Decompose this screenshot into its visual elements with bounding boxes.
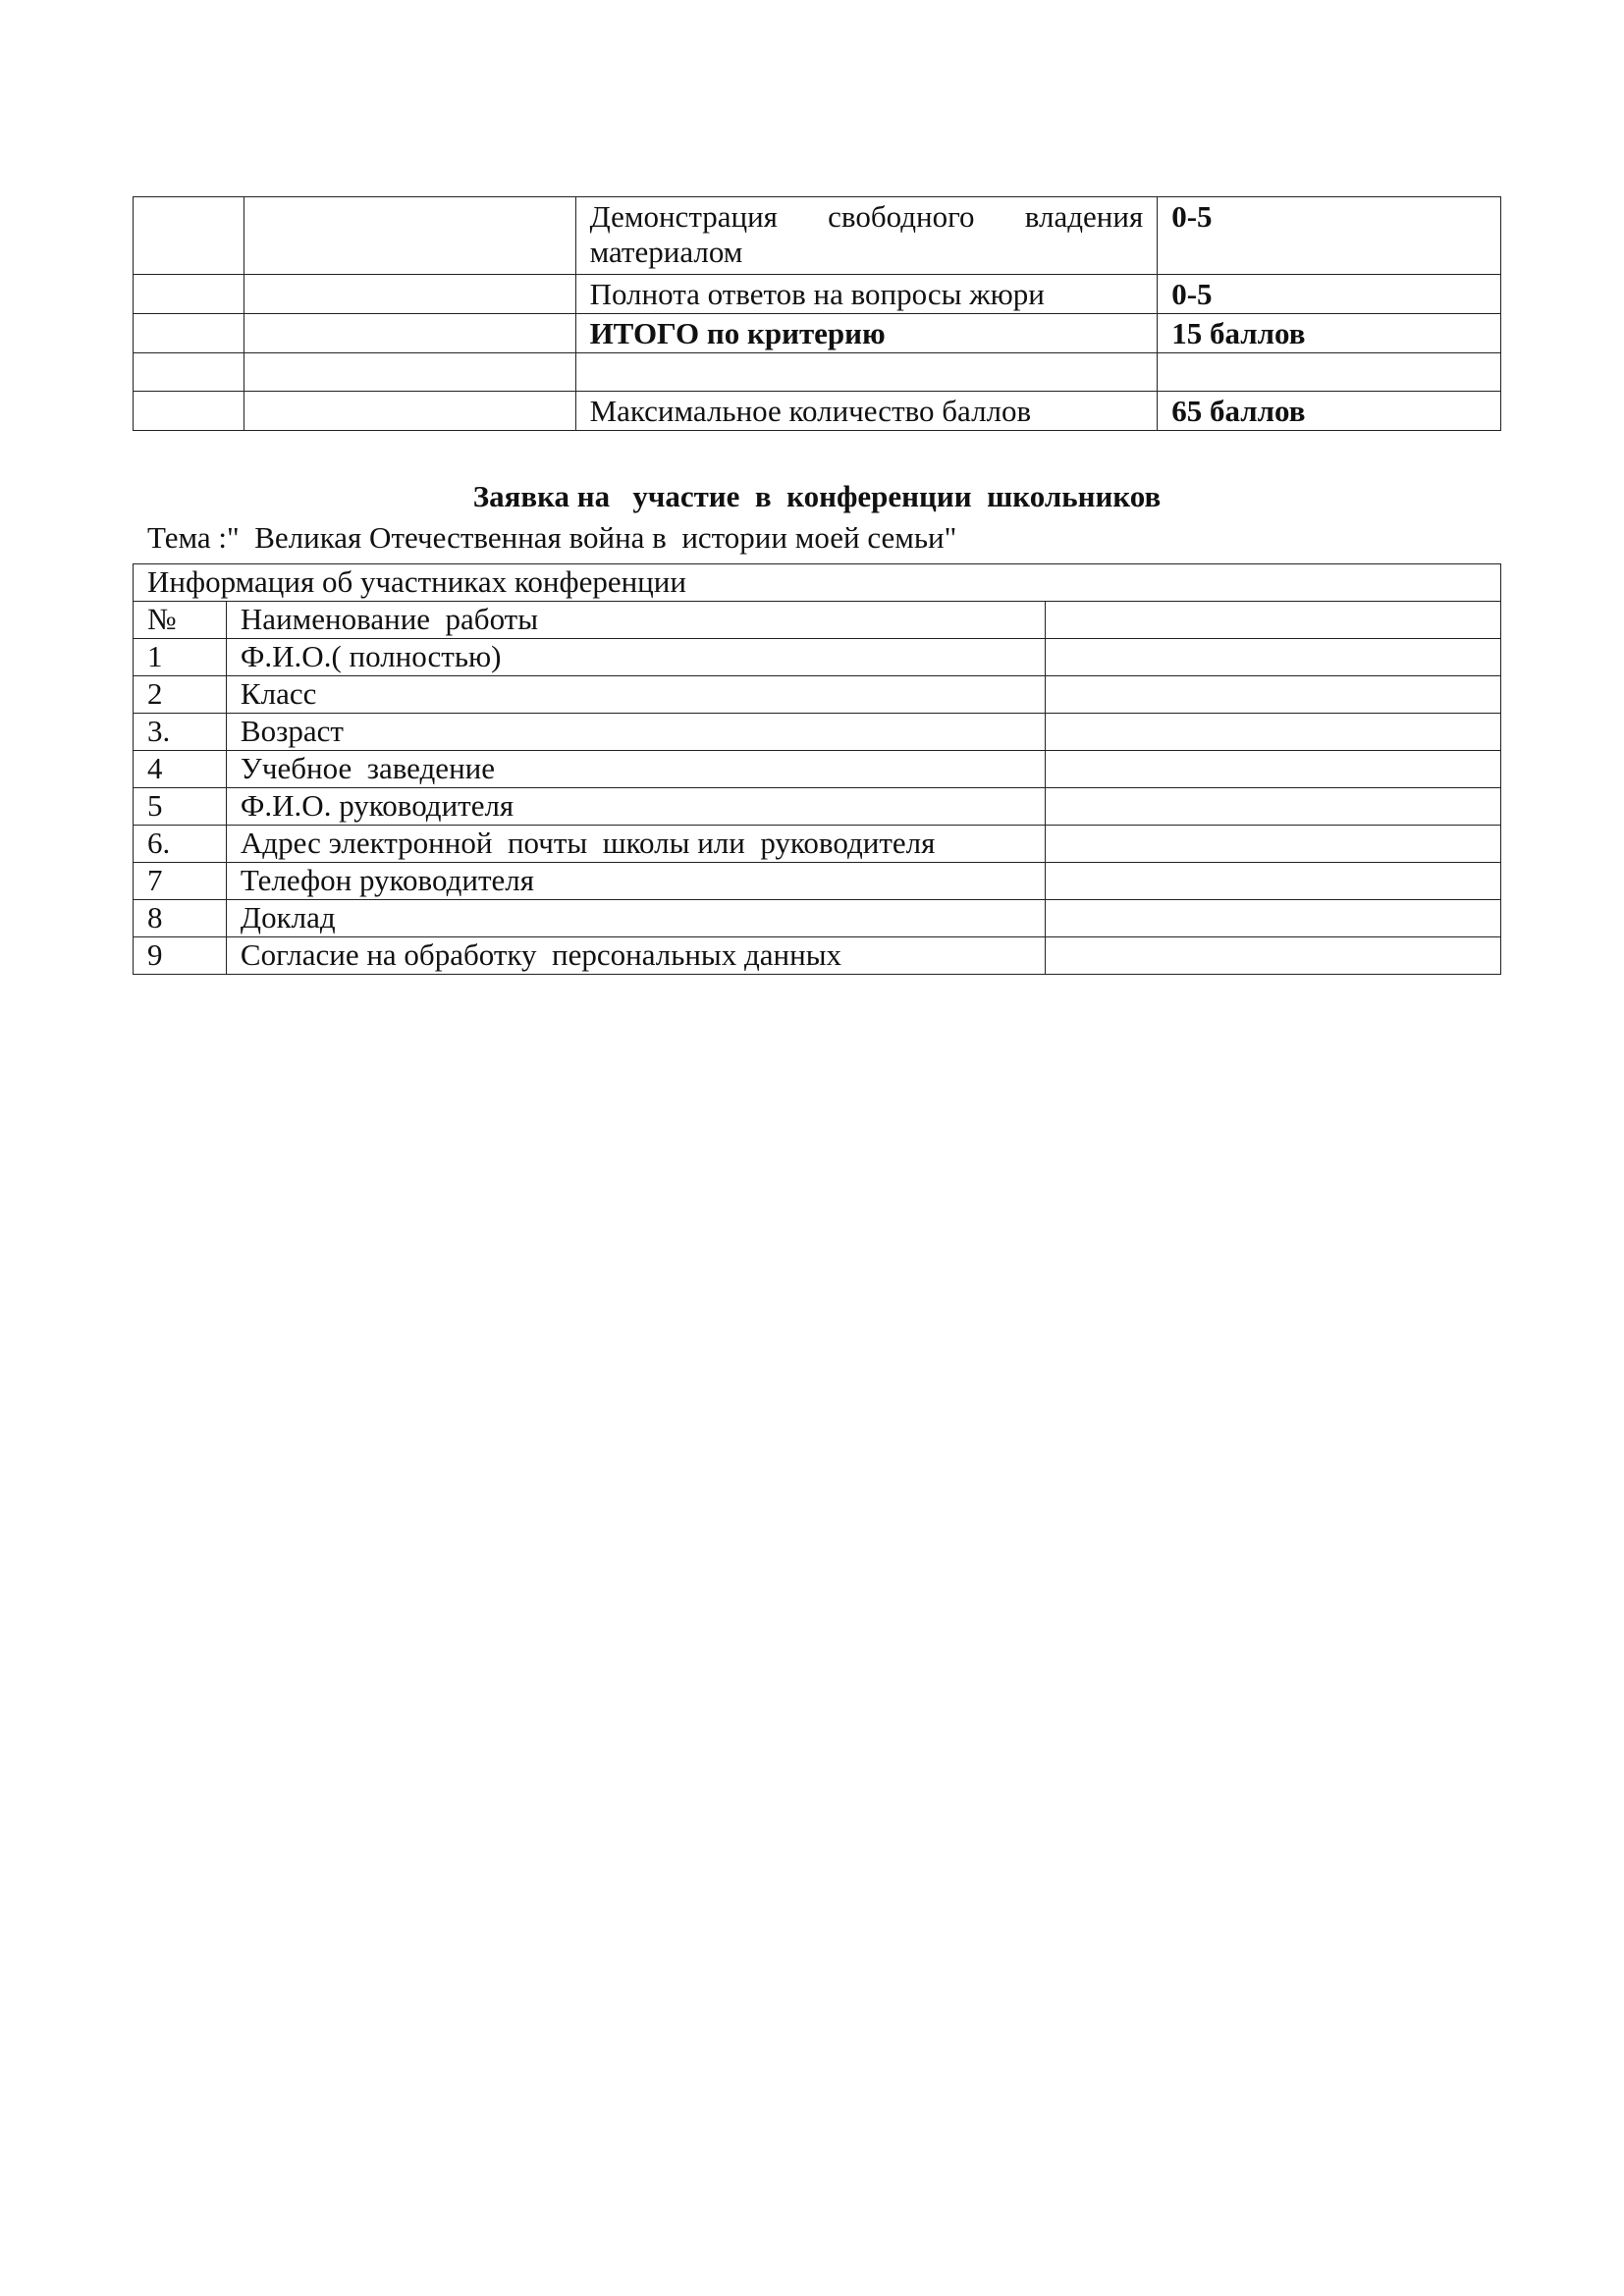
field-label: Класс [226,676,1045,714]
row-number: 4 [134,751,227,788]
criteria-empty-cell [244,275,575,314]
criteria-score: 0-5 [1158,197,1501,275]
table-row [134,676,1501,714]
criteria-row [134,275,1501,314]
row-number: 9 [134,937,227,975]
criteria-empty-cell [134,197,244,275]
field-label: Ф.И.О. руководителя [226,788,1045,826]
criteria-empty-cell [244,392,575,431]
criteria-empty-cell [134,392,244,431]
row-number: 7 [134,863,227,900]
criteria-text [575,353,1158,392]
table-row [134,900,1501,937]
field-value-cell [1045,714,1500,751]
field-value-cell [1045,900,1500,937]
row-number: 1 [134,639,227,676]
field-label: Учебное заведение [226,751,1045,788]
field-value-cell [1045,676,1500,714]
field-value-cell [1045,937,1500,975]
field-value-cell [1045,788,1500,826]
number-header: № [134,602,227,639]
field-label: Согласие на обработку персональных данных [226,937,1045,975]
field-label: Ф.И.О.( полностью) [226,639,1045,676]
table-row [134,751,1501,788]
table-row [134,826,1501,863]
criteria-score: 0-5 [1158,275,1501,314]
row-number: 8 [134,900,227,937]
application-table [133,563,1501,975]
field-label: Адрес электронной почты школы или руководителя [226,826,1045,863]
field-value-cell [1045,751,1500,788]
criteria-empty-cell [244,353,575,392]
row-number: 3. [134,714,227,751]
criteria-score [1158,353,1501,392]
criteria-row [134,314,1501,353]
field-value-cell [1045,639,1500,676]
table-row [134,714,1501,751]
criteria-table [133,196,1501,431]
table-row [134,937,1501,975]
application-header-row [134,602,1501,639]
field-value-cell [1045,863,1500,900]
criteria-total-score: 15 баллов [1158,314,1501,353]
field-value-cell [1045,602,1500,639]
table-row [134,639,1501,676]
row-number: 2 [134,676,227,714]
criteria-empty-cell [134,314,244,353]
table-row [134,788,1501,826]
criteria-text: Демонстрация свободного владения материалом [575,197,1158,275]
criteria-empty-cell [134,275,244,314]
field-label: Наименование работы [226,602,1045,639]
criteria-max-score: 65 баллов [1158,392,1501,431]
application-section-header-row [134,564,1501,602]
criteria-empty-cell [244,314,575,353]
application-title: Заявка на участие в конференции школьников [472,479,1162,513]
criteria-row [134,392,1501,431]
field-label: Доклад [226,900,1045,937]
application-theme: Тема :" Великая Отечественная война в истории моей семьи" [147,520,957,555]
criteria-row [134,197,1501,275]
criteria-empty-cell [244,197,575,275]
criteria-row [134,353,1501,392]
field-label: Возраст [226,714,1045,751]
criteria-text: Полнота ответов на вопросы жюри [575,275,1158,314]
row-number: 6. [134,826,227,863]
criteria-total-label: ИТОГО по критерию [575,314,1158,353]
field-value-cell [1045,826,1500,863]
field-label: Телефон руководителя [226,863,1045,900]
criteria-empty-cell [134,353,244,392]
section-header: Информация об участниках конференции [134,564,1501,602]
table-row [134,863,1501,900]
criteria-max-label: Максимальное количество баллов [575,392,1158,431]
row-number: 5 [134,788,227,826]
